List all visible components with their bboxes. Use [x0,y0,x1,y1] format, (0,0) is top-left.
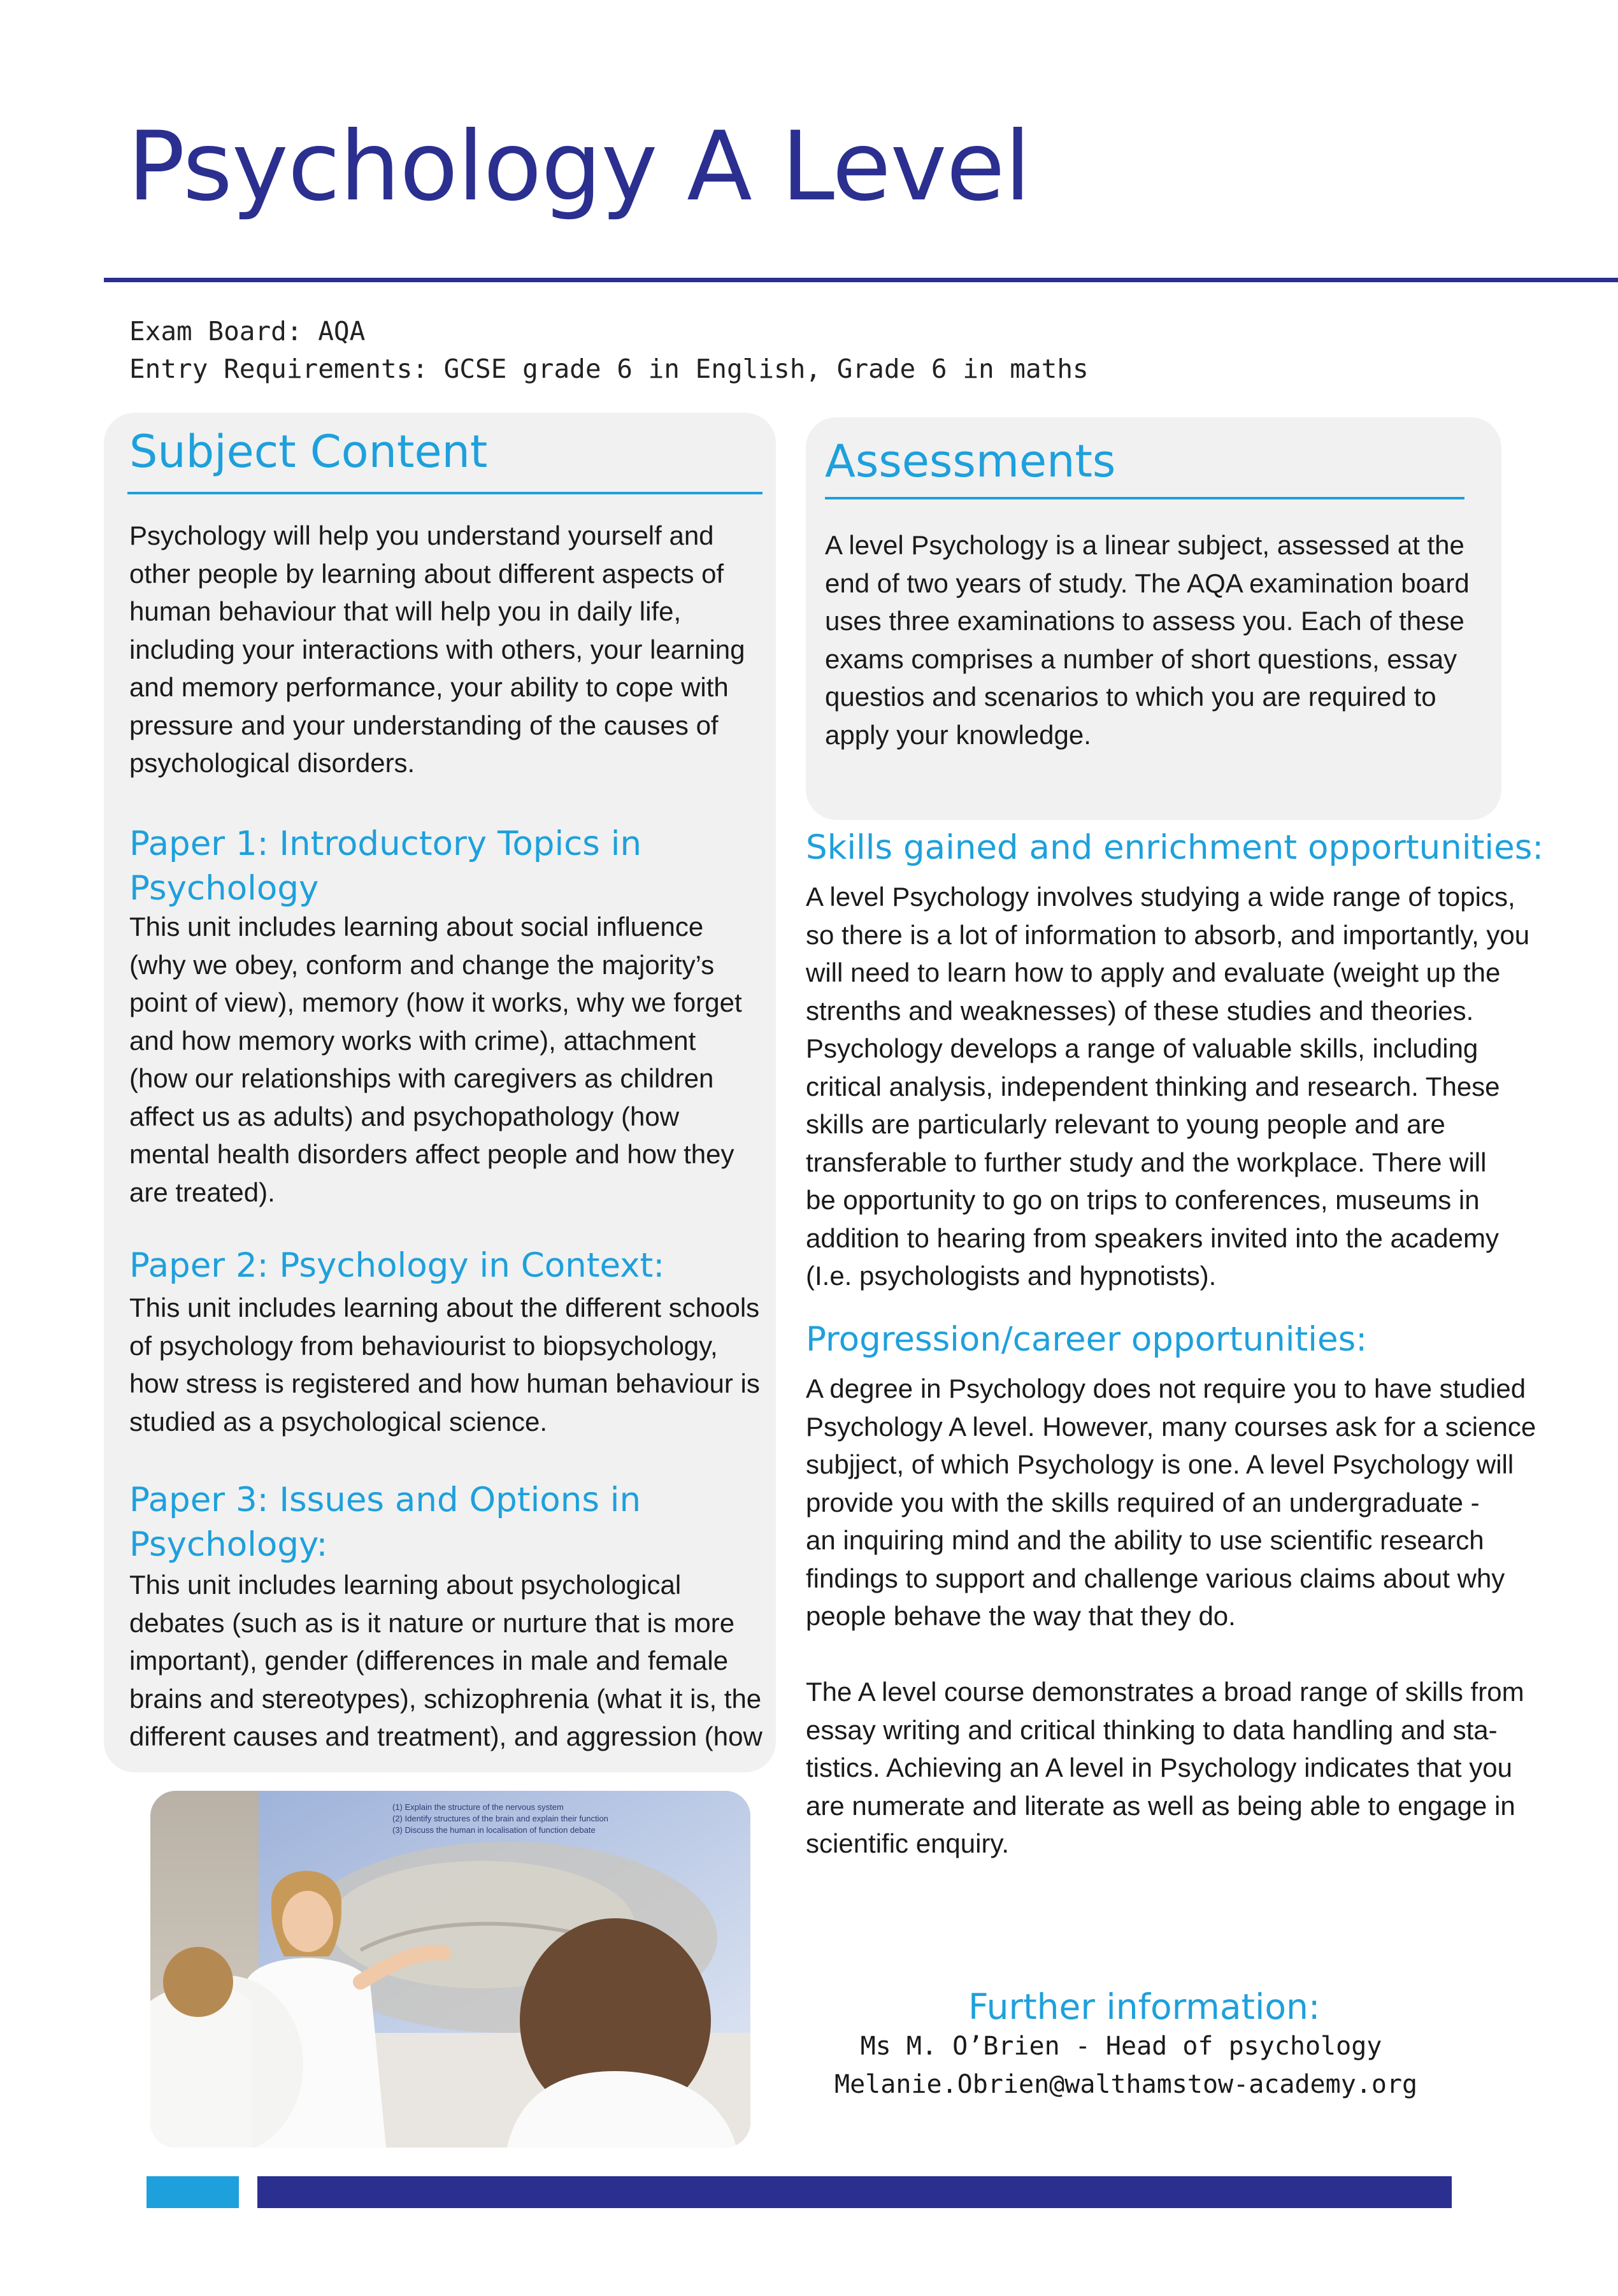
text-line: debates (such as is it nature or nurture that is more [129,1607,735,1638]
text-line: transferable to further study and the workplace. There will [806,1147,1487,1177]
text-line: of psychology from behaviourist to biopsychology, [129,1330,718,1361]
slide-text: (3) Discuss the human in localisation of function debate [392,1825,596,1835]
text-line: human behaviour that will help you in daily life, [129,596,682,626]
text-line: are treated). [129,1177,275,1207]
heading-line: Paper 1: Introductory Topics in [129,824,642,863]
text-line: A level Psychology involves studying a wide range of topics, [806,882,1515,912]
text-line: including your interactions with others, your learning [129,634,745,664]
paper1-body [129,908,742,1211]
subject-content-underline [127,492,762,494]
skills-body [806,878,1529,1295]
text-line: affect us as adults) and psychopathology (how [129,1101,680,1131]
entry-requirements: Entry Requirements: GCSE grade 6 in English, Grade 6 in maths [129,354,1089,384]
text-line: The A level course demonstrates a broad range of skills from [806,1677,1524,1707]
text-line: (why we obey, conform and change the majority’s [129,949,715,980]
text-line: other people by learning about different aspects of [129,558,724,589]
footer-accent-dark [257,2176,1452,2208]
text-line: This unit includes learning about psychological [129,1570,682,1600]
text-line: important), gender (differences in male and female [129,1646,729,1675]
text-line: A level Psychology is a linear subject, assessed at the [825,530,1464,560]
text-line: will need to learn how to apply and evaluate (weight up the [806,958,1501,987]
text-line: end of two years of study. The AQA examination board [825,568,1470,598]
subject-intro [129,517,745,782]
paper3-heading [129,1478,641,1567]
text-line: skills are particularly relevant to young people and are [806,1109,1445,1139]
progression-heading: Progression/career opportunities: [806,1320,1368,1359]
text-line: studied as a psychological science. [129,1406,548,1437]
text-line: be opportunity to go on trips to conferences, museums in [806,1185,1480,1215]
text-line: people behave the way that they do. [806,1601,1236,1631]
text-line: findings to support and challenge various claims about why [806,1563,1505,1593]
text-line: different causes and treatment), and aggression (how [129,1721,762,1751]
text-line: brains and stereotypes), schizophrenia (what it is, the [129,1683,762,1714]
text-line: uses three examinations to assess you. Each of these [825,606,1464,636]
paper1-heading [129,822,641,911]
text-line: Psychology A level. However, many courses ask for a science [806,1411,1536,1442]
page-title: Psychology A Level [127,111,1031,222]
text-line: essay writing and critical thinking to data handling and sta- [806,1714,1498,1745]
text-line: an inquiring mind and the ability to use scientific research [806,1525,1484,1555]
slide-text: (1) Explain the structure of the nervous system [392,1802,564,1812]
progression-body [806,1370,1536,1635]
slide-text: (2) Identify structures of the brain and explain their function [392,1814,608,1823]
assessments-heading: Assessments [825,435,1116,487]
contact-email-link[interactable]: Melanie.Obrien@walthamstow-academy.org [834,2070,1418,2099]
text-line: Psychology will help you understand yourself and [129,520,714,550]
text-line: how stress is registered and how human behaviour is [129,1368,760,1398]
text-line: This unit includes learning about social influence [129,912,704,942]
text-line: A degree in Psychology does not require you to have studied [806,1374,1526,1403]
text-line: strenths and weaknesses) of these studies and theories. [806,995,1474,1026]
text-line: (how our relationships with caregivers as children [129,1063,714,1093]
assessments-underline [825,497,1464,499]
text-line: subjject, of which Psychology is one. A level Psychology will [806,1449,1514,1479]
text-line: pressure and your understanding of the causes of [129,710,719,740]
paper2-body [129,1289,760,1440]
subject-content-heading: Subject Content [129,426,488,478]
progression-body-2 [806,1673,1524,1863]
text-line: are numerate and literate as well as being able to engage in [806,1790,1515,1821]
text-line: provide you with the skills required of an undergraduate - [806,1487,1480,1518]
text-line: apply your knowledge. [825,719,1091,750]
assessments-body [825,526,1470,754]
text-line: and memory performance, your ability to cope with [129,672,729,702]
footer-accent-light [147,2176,239,2208]
exam-board: Exam Board: AQA [129,316,366,347]
further-info-heading: Further information: [968,1986,1321,2027]
heading-line: Paper 3: Issues and Options in [129,1481,641,1519]
contact-name: Ms M. O’Brien - Head of psychology [860,2032,1382,2061]
heading-line: Paper 2: Psychology in Context: [129,1246,665,1285]
text-line: and how memory works with crime), attachment [129,1025,696,1056]
text-line: exams comprises a number of short questions, essay [825,643,1457,674]
paper3-body [129,1566,762,1756]
text-line: addition to hearing from speakers invited into the academy [806,1223,1499,1253]
header-rule [104,278,1618,282]
text-line: point of view), memory (how it works, why we forget [129,987,742,1017]
text-line: This unit includes learning about the different schools [129,1293,760,1323]
text-line: (I.e. psychologists and hypnotists). [806,1261,1217,1291]
classroom-photo [150,1791,750,2148]
text-line: critical analysis, independent thinking and research. These [806,1071,1500,1101]
text-line: so there is a lot of information to absorb, and importantly, you [806,919,1530,950]
skills-heading: Skills gained and enrichment opportunities: [806,828,1544,867]
heading-line: Psychology [129,869,319,908]
text-line: psychological disorders. [129,748,415,778]
text-line: mental health disorders affect people and how they [129,1139,734,1169]
paper2-heading [129,1244,664,1288]
heading-line: Psychology: [129,1525,328,1564]
text-line: scientific enquiry. [806,1828,1010,1858]
text-line: tistics. Achieving an A level in Psychology indicates that you [806,1753,1512,1783]
text-line: questios and scenarios to which you are required to [825,682,1436,712]
text-line: Psychology develops a range of valuable skills, including [806,1033,1478,1063]
